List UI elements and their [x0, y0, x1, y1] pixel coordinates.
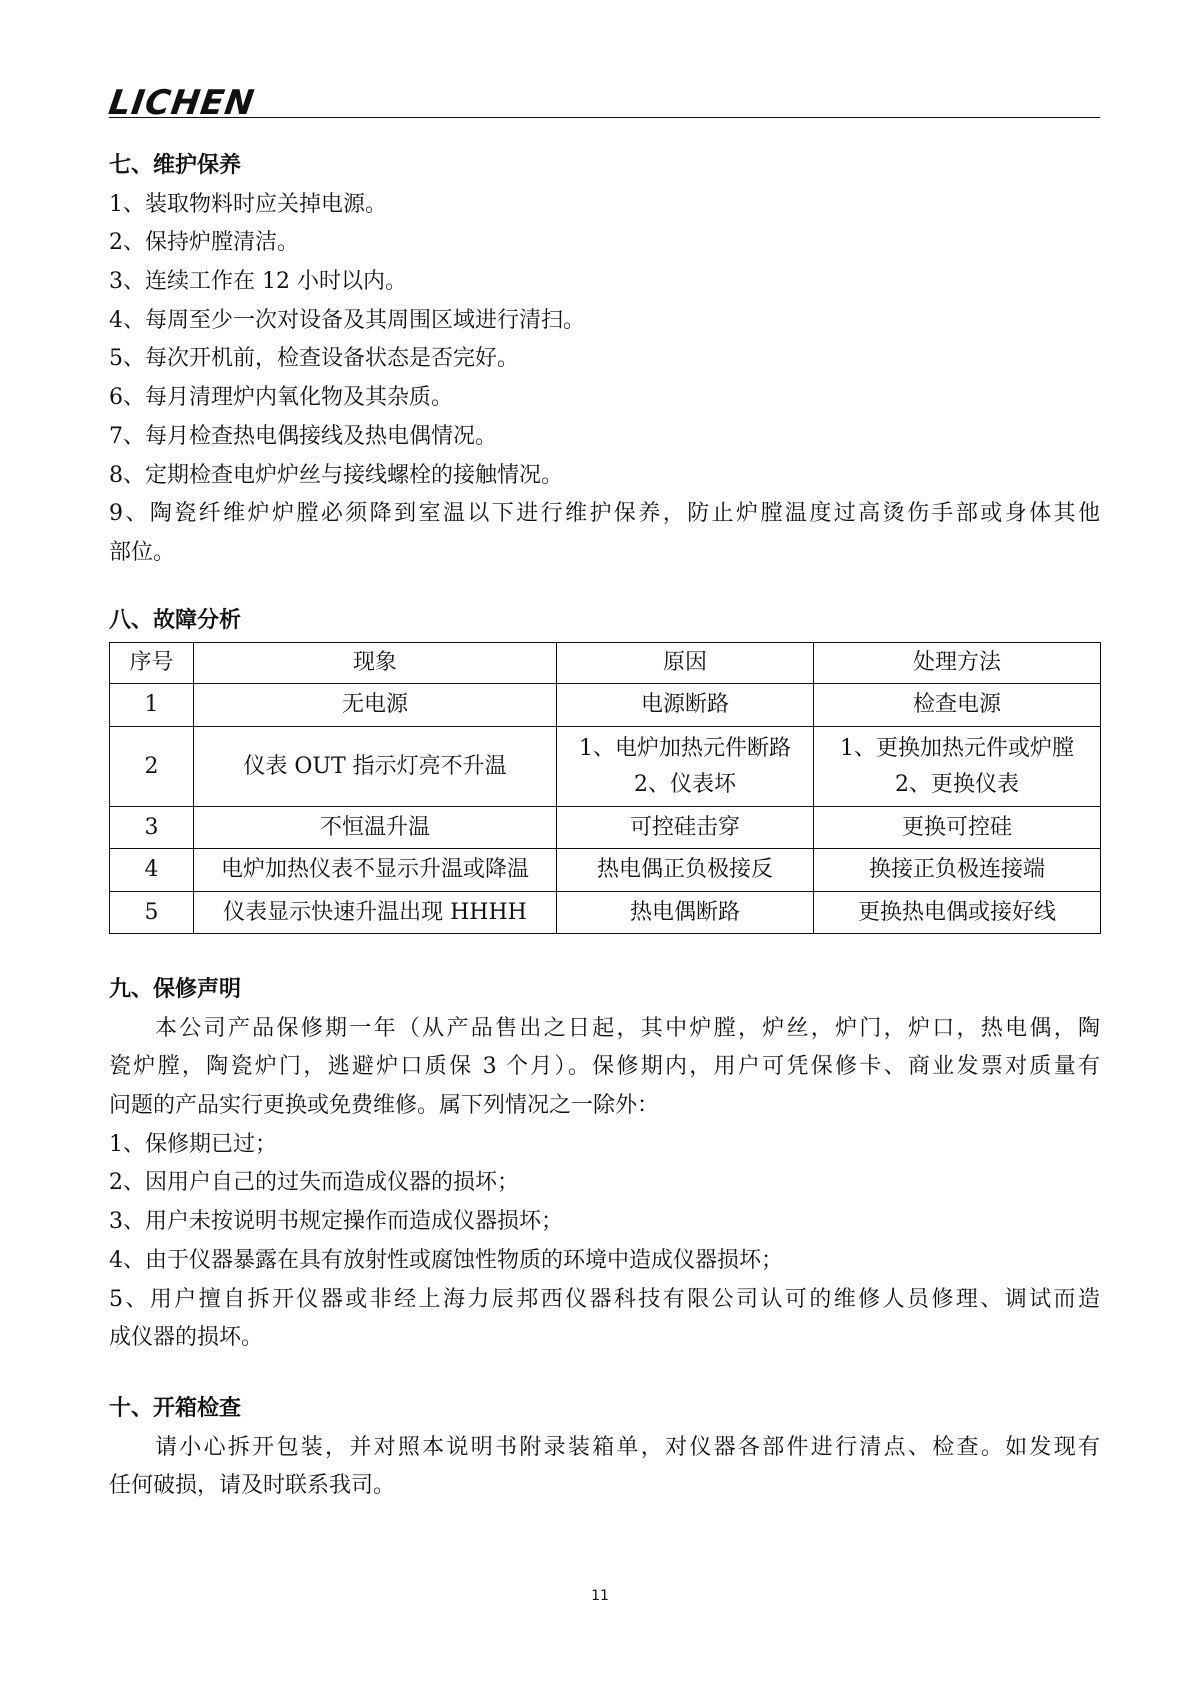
list-item: 1、装取物料时应关掉电源。 [109, 191, 387, 217]
cell: 5 [110, 892, 194, 934]
cell: 可控硅击穿 [557, 807, 814, 849]
list-item: 7、每月检查热电偶接线及热电偶情况。 [109, 423, 497, 449]
page-number: 11 [591, 1588, 609, 1604]
cell-line: 2、仪表坏 [634, 771, 736, 797]
list-item: 部位。 [109, 539, 176, 565]
list-item: 8、定期检查电炉炉丝与接线螺栓的接触情况。 [109, 462, 563, 488]
list-item: 2、因用户自己的过失而造成仪器的损坏； [109, 1170, 519, 1196]
cell-line: 1、更换加热元件或炉膛 [840, 735, 1074, 761]
header-rule [109, 117, 1100, 118]
cell: 4 [110, 849, 194, 892]
paragraph-line: 本公司产品保修期一年（从产品售出之日起，其中炉膛，炉丝，炉门，炉口，热电偶，陶 [155, 1015, 1100, 1041]
list-item: 5、每次开机前，检查设备状态是否完好。 [109, 346, 519, 372]
section-fault-title-wrap [109, 602, 1100, 641]
cell: 无电源 [194, 684, 557, 727]
cell: 检查电源 [814, 684, 1101, 727]
fault-table [109, 642, 1101, 934]
paragraph-line: 问题的产品实行更换或免费维修。属下列情况之一除外： [109, 1093, 660, 1119]
cell: 仪表 OUT 指示灯亮不升温 [194, 727, 557, 807]
header-cell: 原因 [557, 643, 814, 684]
cell-line: 1、电炉加热元件断路 [579, 735, 791, 761]
header-cell: 处理方法 [814, 643, 1101, 684]
table-row [110, 807, 1101, 849]
cell: 1 [110, 684, 194, 727]
section-title: 八、故障分析 [109, 608, 242, 633]
cell [814, 727, 1101, 807]
list-item: 3、用户未按说明书规定操作而造成仪器损坏； [109, 1209, 563, 1235]
table-row [110, 684, 1101, 727]
list-item: 1、保修期已过； [109, 1131, 277, 1157]
section-title: 十、开箱检查 [109, 1396, 242, 1421]
list-item: 4、由于仪器暴露在具有放射性或腐蚀性物质的环境中造成仪器损坏； [109, 1247, 783, 1273]
paragraph-line: 任何破损，请及时联系我司。 [109, 1473, 396, 1499]
section-unpacking [109, 1390, 1100, 1506]
cell: 3 [110, 807, 194, 849]
cell: 电炉加热仪表不显示升温或降温 [194, 849, 557, 892]
cell: 更换可控硅 [814, 807, 1101, 849]
table-row [110, 892, 1101, 934]
cell: 热电偶断路 [557, 892, 814, 934]
list-item: 2、保持炉膛清洁。 [109, 230, 299, 256]
cell: 热电偶正负极接反 [557, 849, 814, 892]
header-cell: 现象 [194, 643, 557, 684]
table-header-row [110, 643, 1101, 684]
cell: 2 [110, 727, 194, 807]
header-cell: 序号 [110, 643, 194, 684]
list-item: 成仪器的损坏。 [109, 1325, 264, 1351]
table-row [110, 727, 1101, 807]
cell: 换接正负极连接端 [814, 849, 1101, 892]
table-row [110, 849, 1101, 892]
cell [557, 727, 814, 807]
cell: 更换热电偶或接好线 [814, 892, 1101, 934]
cell: 仪表显示快速升温出现 HHHH [194, 892, 557, 934]
section-warranty [109, 971, 1100, 1358]
paragraph-line: 瓷炉膛，陶瓷炉门，逃避炉口质保 3 个月）。保修期内，用户可凭保修卡、商业发票对质量有 [109, 1054, 1100, 1080]
list-item: 3、连续工作在 12 小时以内。 [109, 269, 407, 295]
lichen-logo: LICHEN [106, 83, 258, 123]
paragraph-line: 请小心拆开包装，并对照本说明书附录装箱单，对仪器各部件进行清点、检查。如发现有 [155, 1434, 1100, 1460]
section-maintenance [109, 147, 1100, 573]
cell: 电源断路 [557, 684, 814, 727]
list-item: 9、陶瓷纤维炉炉膛必须降到室温以下进行维护保养，防止炉膛温度过高烫伤手部或身体其他 [109, 501, 1100, 527]
section-title: 七、维护保养 [109, 153, 242, 178]
section-title: 九、保修声明 [109, 977, 242, 1002]
cell: 不恒温升温 [194, 807, 557, 849]
list-item: 5、用户擅自拆开仪器或非经上海力辰邦西仪器科技有限公司认可的维修人员修理、调试而造 [109, 1286, 1100, 1312]
cell-line: 2、更换仪表 [895, 771, 1019, 797]
list-item: 4、每周至少一次对设备及其周围区域进行清扫。 [109, 307, 585, 333]
list-item: 6、每月清理炉内氧化物及其杂质。 [109, 385, 453, 411]
